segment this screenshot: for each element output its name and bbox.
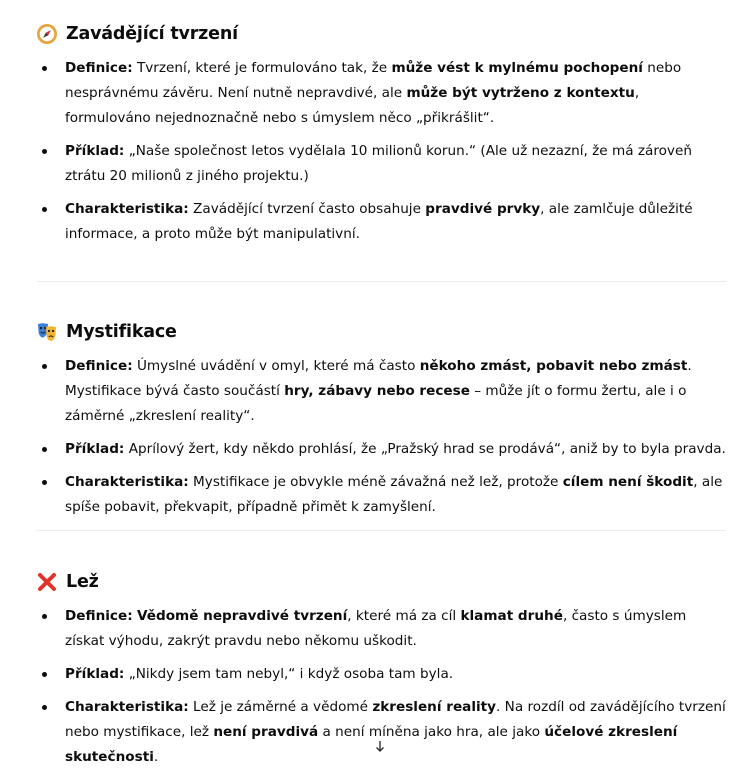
body-text: , ale zamlčuje důležité informace, a proto může být manipulativní. bbox=[65, 201, 693, 242]
body-text: , ale spíše pobavit, překvapit, případně přimět k zamyšlení. bbox=[65, 474, 723, 515]
body-text: Úmyslné uvádění v omyl, které má často bbox=[132, 358, 420, 374]
item-label: Definice: bbox=[65, 608, 133, 624]
body-text: . Mystifikace bývá často součástí bbox=[65, 358, 692, 399]
bullet-dot bbox=[42, 66, 47, 71]
theater-masks-icon bbox=[36, 321, 58, 343]
list-item bbox=[0, 437, 736, 462]
section-title: Lež bbox=[66, 572, 99, 592]
item-label: Příklad: bbox=[65, 441, 125, 457]
red-x-icon bbox=[36, 571, 58, 593]
body-text: , často s úmyslem získat výhodu, zakrýt pravdu nebo někomu uškodit. bbox=[65, 608, 687, 649]
body-text: nebo nesprávnému závěru. Není nutně nepravdivé, ale bbox=[65, 60, 682, 101]
section-heading bbox=[36, 319, 177, 345]
body-text: Mystifikace je obvykle méně závažná než lež, protože bbox=[188, 474, 563, 490]
section-heading bbox=[36, 569, 99, 595]
compass-icon bbox=[36, 23, 58, 45]
list-item bbox=[0, 604, 736, 654]
definition-list bbox=[0, 604, 736, 778]
emphasis-text: není pravdivá bbox=[213, 724, 319, 740]
section-title: Mystifikace bbox=[66, 322, 177, 342]
list-item bbox=[0, 56, 736, 131]
item-label: Příklad: bbox=[65, 143, 125, 159]
section-title: Zavádějící tvrzení bbox=[66, 24, 238, 44]
list-item bbox=[0, 470, 736, 520]
section-divider bbox=[36, 530, 726, 531]
body-text: Aprílový žert, kdy někdo prohlásí, že „Pražský hrad se prodává“, aniž by to byla pravda. bbox=[124, 441, 726, 457]
emphasis-text: pravdivé prvky bbox=[425, 201, 541, 217]
body-text: „Naše společnost letos vydělala 10 milionů korun.“ (Ale už nezazní, že má zároveň ztrátu 20 milionů z jiného projektu.) bbox=[65, 143, 692, 184]
item-label: Definice: bbox=[65, 358, 133, 374]
body-text: Lež je záměrné a vědomé bbox=[188, 699, 373, 715]
emphasis-text: účelové zkreslení skutečnosti bbox=[65, 724, 678, 765]
scroll-down-button[interactable] bbox=[370, 741, 390, 753]
emphasis-text: může vést k mylnému pochopení bbox=[391, 60, 643, 76]
body-text: . Na rozdíl od zavádějícího tvrzení nebo mystifikace, lež bbox=[65, 699, 726, 740]
definition-list bbox=[0, 56, 736, 255]
definition-list bbox=[0, 354, 736, 528]
arrow-down-icon bbox=[375, 741, 385, 753]
item-label: Charakteristika: bbox=[65, 201, 189, 217]
bullet-dot bbox=[42, 480, 47, 485]
emphasis-text: někoho zmást, pobavit nebo zmást bbox=[419, 358, 688, 374]
bullet-dot bbox=[42, 207, 47, 212]
list-item bbox=[0, 354, 736, 429]
section-divider bbox=[36, 281, 726, 282]
bullet-dot bbox=[42, 364, 47, 369]
body-text: . bbox=[153, 749, 159, 765]
body-text: Zavádějící tvrzení často obsahuje bbox=[188, 201, 426, 217]
emphasis-text: klamat druhé bbox=[460, 608, 563, 624]
bullet-dot bbox=[42, 672, 47, 677]
body-text: , formulováno nejednoznačně nebo s úmyslem něco „přikrášlit“. bbox=[65, 85, 640, 126]
bullet-dot bbox=[42, 149, 47, 154]
body-text: „Nikdy jsem tam nebyl,“ i když osoba tam byla. bbox=[124, 666, 454, 682]
emphasis-text: Vědomě nepravdivé tvrzení bbox=[136, 608, 348, 624]
bullet-dot bbox=[42, 447, 47, 452]
body-text: , které má za cíl bbox=[347, 608, 461, 624]
item-label: Charakteristika: bbox=[65, 699, 189, 715]
section-heading bbox=[36, 21, 238, 47]
emphasis-text: cílem není škodit bbox=[562, 474, 694, 490]
emphasis-text: může být vytrženo z kontextu bbox=[406, 85, 635, 101]
list-item bbox=[0, 197, 736, 247]
list-item bbox=[0, 139, 736, 189]
bullet-dot bbox=[42, 614, 47, 619]
item-label: Příklad: bbox=[65, 666, 125, 682]
body-text: a není míněna jako hra, ale jako bbox=[318, 724, 545, 740]
emphasis-text: zkreslení reality bbox=[372, 699, 497, 715]
list-item bbox=[0, 695, 736, 770]
item-label: Definice: bbox=[65, 60, 133, 76]
item-label: Charakteristika: bbox=[65, 474, 189, 490]
body-text: Tvrzení, které je formulováno tak, že bbox=[132, 60, 392, 76]
emphasis-text: hry, zábavy nebo recese bbox=[284, 383, 470, 399]
body-text: – může jít o formu žertu, ale i o záměrné „zkreslení reality“. bbox=[65, 383, 687, 424]
bullet-dot bbox=[42, 705, 47, 710]
list-item bbox=[0, 662, 736, 687]
